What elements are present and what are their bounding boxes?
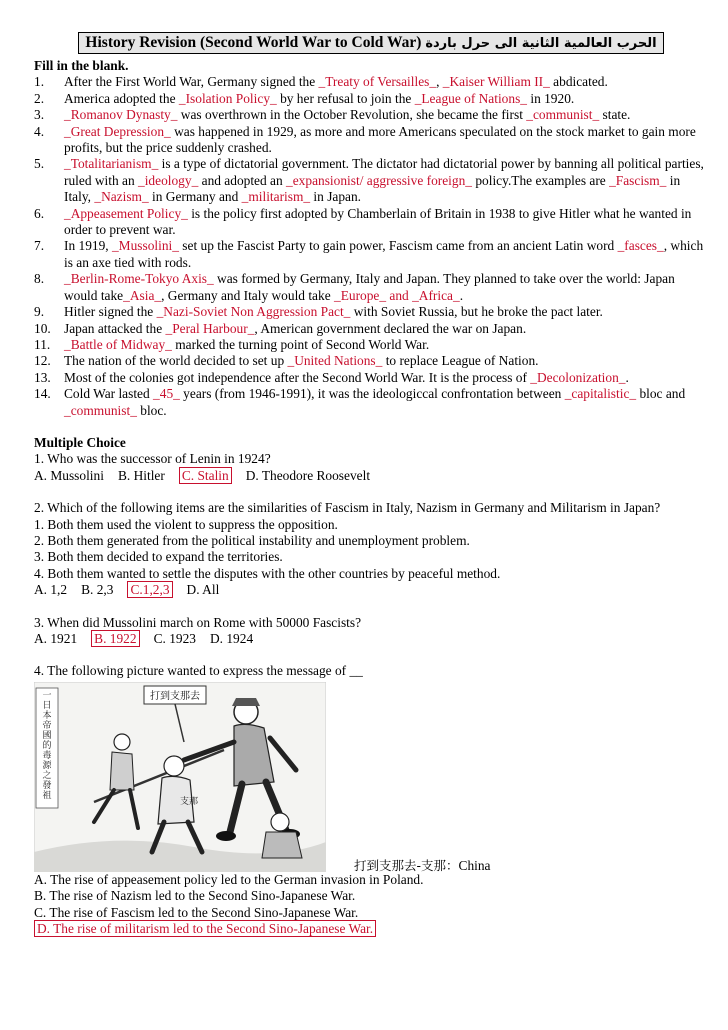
item-text-part: is the policy first adopted by Chamberlain of Britain in 1938 to give Hitler what he wanted in order to prevent war. (64, 205, 692, 238)
answer-blank: _Asia_ (123, 287, 162, 303)
item-number: 14. (34, 386, 51, 402)
fill-in-item (34, 206, 708, 239)
item-text (64, 124, 708, 157)
item-number: 4. (34, 123, 45, 139)
item-text (64, 156, 708, 205)
option-line (34, 888, 708, 904)
item-text (64, 91, 708, 107)
propaganda-cartoon (34, 682, 491, 873)
item-text-part: in Italy, (64, 172, 681, 205)
answer-blank: _Nazism_ (94, 189, 149, 205)
statement: 3. Both them decided to expand the territories. (34, 549, 283, 565)
item-text-part: in Japan. (310, 189, 362, 205)
statement: 1. Both them used the violent to suppress the opposition. (34, 516, 338, 532)
question-text: 1. Who was the successor of Lenin in 1924? (34, 451, 271, 467)
fill-in-item (34, 91, 708, 107)
fill-in-item (34, 238, 708, 271)
cartoon-figure-label: 支那 (180, 796, 199, 807)
question-3 (34, 615, 708, 648)
item-text-part: is a type of dictatorial government. The dictator had dictatorial power by banning all political parties, ruled with an (64, 156, 704, 188)
answer-blank: _United Nations_ (287, 353, 383, 369)
option-line (34, 872, 708, 888)
item-number: 12. (34, 353, 51, 369)
option-line (34, 921, 708, 937)
option-line (34, 905, 708, 921)
correct-option: D. The rise of militarism led to the Second Sino-Japanese War. (34, 920, 376, 937)
item-text-part: to replace League of Nation. (382, 353, 539, 369)
fill-in-heading: Fill in the blank. (34, 58, 129, 73)
option: D. Theodore Roosevelt (245, 467, 371, 483)
item-text (64, 337, 708, 353)
option-row (34, 468, 708, 484)
answer-blank: _Peral Harbour_ (165, 320, 255, 336)
item-text-part: abdicated. (549, 74, 608, 90)
answer-blank: _Totalitarianism_ (64, 156, 159, 172)
option: A. 1,2 (34, 582, 68, 598)
item-text-part: Hitler signed the (64, 304, 157, 320)
item-text-part: Cold War lasted (64, 386, 154, 402)
item-text-part: in Germany and (148, 189, 242, 205)
question-1 (34, 451, 708, 484)
item-text-part: by her refusal to join the (276, 90, 415, 106)
answer-blank: _League of Nations_ (414, 90, 527, 106)
item-text-part: was happened in 1929, as more and more Americans speculated on the stock market to gain more profits, but the price suddenly crashed. (64, 123, 696, 156)
answer-blank: _Appeasement Policy_ (64, 205, 188, 221)
answer-blank: _Fascism_ (609, 172, 667, 188)
fill-in-item (34, 353, 708, 369)
cartoon-caption (354, 858, 491, 874)
option-row (34, 582, 708, 598)
fill-in-item (34, 337, 708, 353)
answer-blank: _expansionist/ aggressive foreign_ (286, 172, 472, 188)
item-text-part: After the First World War, Germany signed the (64, 74, 319, 90)
fill-in-item (34, 107, 708, 123)
item-text-part: marked the turning point of Second World War. (171, 336, 430, 352)
caption-english: China (458, 857, 491, 873)
answer-blank: _militarism_ (241, 189, 311, 205)
answer-blank: _Mussolini_ (111, 238, 179, 254)
correct-option: C. Stalin (179, 467, 232, 484)
item-text-part: , which is an axe tied with rods. (64, 238, 704, 270)
caption-cjk: 打到支那去-支那： (354, 857, 459, 873)
answer-blank: _communist_ (64, 402, 137, 418)
answer-blank: _Romanov Dynasty_ (64, 107, 178, 123)
item-text-part: America adopted the (64, 90, 179, 106)
statement-list (34, 517, 708, 583)
correct-option: B. 1922 (91, 630, 139, 647)
answer-blank: _Kaiser William II_ (442, 74, 550, 90)
item-text-part: with Soviet Russia, but he broke the pact later. (350, 304, 603, 320)
item-text (64, 238, 708, 271)
answer-blank: _Berlin-Rome-Tokyo Axis_ (64, 271, 214, 287)
fill-in-item (34, 74, 708, 90)
title-english: History Revision (Second World War to Cold War) (85, 34, 422, 51)
item-text (64, 107, 708, 123)
statement: 4. Both them wanted to settle the disputes with the other countries by peaceful method. (34, 565, 501, 581)
item-text-part: . (625, 369, 629, 385)
item-text (64, 321, 708, 337)
item-number: 7. (34, 238, 45, 254)
answer-blank: _communist_ (526, 107, 600, 123)
item-text-part: Most of the colonies got independence after the Second World War. It is the process of (64, 369, 531, 385)
item-number: 6. (34, 205, 45, 221)
answer-blank: _45_ (153, 386, 180, 402)
option: D. 1924 (210, 631, 254, 646)
item-number: 5. (34, 156, 45, 172)
item-number: 3. (34, 107, 45, 123)
answer-blank: _Nazi-Soviet Non Aggression Pact_ (156, 304, 351, 320)
fill-in-item (34, 156, 708, 205)
option: A. The rise of appeasement policy led to the German invasion in Poland. (34, 871, 424, 887)
fill-in-item (34, 386, 708, 419)
item-number: 9. (34, 304, 45, 320)
option: C. The rise of Fascism led to the Second Sino-Japanese War. (34, 904, 359, 920)
item-text-part: . (459, 287, 464, 303)
statement: 2. Both them generated from the political instability and unemployment problem. (34, 532, 470, 548)
item-text (64, 353, 708, 369)
title-bar (34, 32, 708, 54)
answer-blank: _Battle of Midway_ (64, 336, 172, 352)
item-text-part: in 1920. (527, 90, 575, 106)
cartoon-image (34, 682, 326, 872)
question-text: 3. When did Mussolini march on Rome with 50000 Fascists? (34, 614, 362, 630)
item-text (64, 386, 708, 419)
item-text (64, 304, 708, 320)
item-text (64, 74, 708, 90)
question-text: 4. The following picture wanted to express the message of __ (34, 663, 363, 679)
option: C. 1923 (153, 631, 196, 646)
item-text-part: , (436, 74, 443, 90)
item-number: 1. (34, 74, 45, 90)
item-text-part: bloc and (636, 386, 686, 402)
item-text-part: The nation of the world decided to set up (64, 353, 288, 369)
item-text (64, 370, 708, 386)
item-text (64, 206, 708, 239)
item-text-part: bloc. (136, 402, 167, 418)
answer-blank: _Treaty of Versailles_ (318, 74, 437, 90)
item-text-part: In 1919, (64, 238, 112, 254)
mc-heading: Multiple Choice (34, 434, 126, 450)
answer-blank: _Great Depression_ (64, 123, 171, 139)
item-text-part: Japan attacked the (64, 320, 166, 336)
answer-blank: _capitalistic_ (564, 386, 637, 402)
item-text-part: was overthrown in the October Revolution, she became the first (177, 107, 527, 123)
cartoon-sign-text: 打到支那去 (150, 690, 200, 702)
item-text-part: , Germany and Italy would take (161, 287, 334, 303)
answer-blank: _ideology_ (138, 172, 199, 188)
cartoon-side-text: 一日本帝國的毒源之發祖 (42, 690, 52, 801)
item-number: 10. (34, 320, 51, 336)
option: B. The rise of Nazism led to the Second Sino-Japanese War. (34, 888, 356, 904)
question-2 (34, 500, 708, 598)
question-text: 2. Which of the following items are the similarities of Fascism in Italy, Nazism in Germany and Militarism in Japan? (34, 500, 661, 516)
answer-blank: _fasces_ (617, 238, 664, 254)
item-text (64, 271, 708, 304)
option: B. 2,3 (81, 582, 114, 598)
option: A. Mussolini (34, 467, 104, 483)
option: D. All (186, 582, 220, 598)
item-text-part: , American government declared the war on Japan. (254, 320, 527, 336)
item-text-part: was formed by Germany, Italy and Japan. They planned to take over the world: Japan would take (64, 271, 675, 303)
fill-in-item (34, 304, 708, 320)
fill-in-list (34, 74, 708, 419)
option: B. Hitler (117, 467, 165, 483)
title-arabic: الحرب العالمية الثانية الى حرل باردة (425, 36, 657, 51)
answer-blank: _Europe_ and _Africa_ (334, 287, 460, 303)
answer-blank: _Decolonization_ (530, 369, 626, 385)
option: A. 1921 (34, 631, 78, 646)
item-text-part: policy.The examples are (472, 172, 610, 188)
fill-in-item (34, 271, 708, 304)
answer-blank: _Isolation Policy_ (178, 90, 277, 106)
item-text-part: and adopted an (198, 172, 287, 188)
document-title (78, 32, 663, 54)
item-number: 2. (34, 90, 45, 106)
item-number: 8. (34, 271, 45, 287)
item-text-part: set up the Fascist Party to gain power, Fascism came from an ancient Latin word (178, 238, 618, 254)
item-number: 11. (34, 336, 51, 352)
item-text-part: state. (599, 107, 631, 123)
fill-in-item (34, 370, 708, 386)
correct-option: C.1,2,3 (127, 581, 172, 598)
question-4 (34, 663, 708, 937)
option-list (34, 872, 708, 938)
fill-in-item (34, 321, 708, 337)
item-text-part: years (from 1946-1991), it was the ideologiccal confrontation between (179, 386, 565, 402)
option-row (34, 631, 708, 647)
fill-in-item (34, 124, 708, 157)
item-number: 13. (34, 369, 51, 385)
